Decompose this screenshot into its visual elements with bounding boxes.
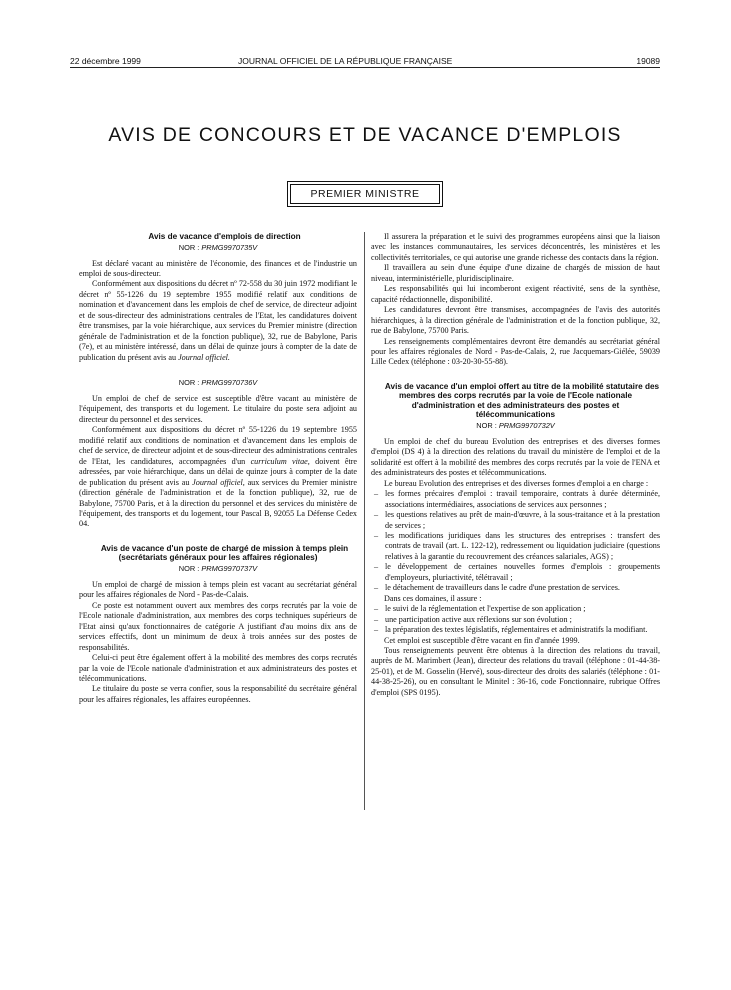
paragraph: Est déclaré vacant au ministère de l'économie, des finances et de l'industrie un emploi de sous-directeur. bbox=[79, 258, 357, 278]
paragraph: Celui-ci peut être également offert à la mobilité des membres des corps recrutés par la voie de l'Ecole nationale d'administration et aux administrateurs des postes et télécommunications. bbox=[79, 653, 357, 683]
header-journal: JOURNAL OFFICIEL DE LA RÉPUBLIQUE FRANÇAISE bbox=[238, 56, 453, 66]
paragraph: Cet emploi est susceptible d'être vacant en fin d'année 1999. bbox=[384, 635, 580, 645]
paragraph: Un emploi de chef de service est susceptible d'être vacant au ministère de l'équipement, des transports et du logement. Le titulaire du poste sera adjoint au directeur du personnel et des services. bbox=[79, 394, 357, 424]
list-item: – les questions relatives au prêt de main-d'œuvre, à la sous-traitance et à la prestation de services ; bbox=[374, 510, 660, 531]
list-item: – une participation active aux réflexions sur son évolution ; bbox=[374, 615, 660, 625]
header-rule bbox=[70, 67, 660, 68]
header-date: 22 décembre 1999 bbox=[70, 56, 141, 66]
duties-list bbox=[371, 604, 660, 635]
paragraph: Les responsabilités qui lui incomberont exigent réactivité, sens de la synthèse, capacité rédactionnelle, disponibilité. bbox=[371, 284, 660, 304]
nor-reference: NOR : PRMG9970736V bbox=[178, 378, 258, 388]
paragraph: Conformément aux dispositions du décret nº 55-1226 du 19 septembre 1955 modifié relatif aux conditions de nomination et d'avancement dans les emplois de chef de service, de directeur adjoint et de sous-directeur des administrations centrales de l'Etat, les candidatures, accompagnées d'un curriculum vitae, doivent être adressées, par voie hiérarchique, dans un délai de quinze jours à compter de la date de publication du présent avis au Journal officiel, aux services du Premier ministre (direction générale de l'administration et de la fonction publique), 32, rue de Babylone, 75700 Paris, et à la direction du personnel et des services du ministère de l'équipement, des transports et du logement, tour Pascal B, 92055 La Défense Cedex 04. bbox=[79, 425, 358, 529]
list-item: – la préparation des textes législatifs, réglementaires et administratifs la modifiant. bbox=[374, 625, 660, 635]
paragraph: Il assurera la préparation et le suivi des programmes européens ainsi que la liaison avec les instances communautaires, les services déconcentrés, les ministères et les collectivités territoriales, ce qui autorise une grande richesse des contacts dans la région. bbox=[371, 232, 660, 262]
ministry-label: PREMIER MINISTRE bbox=[290, 184, 440, 204]
nor-reference: NOR : PRMG9970732V bbox=[476, 420, 555, 430]
page-title: AVIS DE CONCOURS ET DE VACANCE D'EMPLOIS bbox=[108, 124, 622, 146]
list-item: – les formes précaires d'emploi : travail temporaire, contrats à durée déterminée, associations intermédiaires, associations de services aux personnes ; bbox=[374, 489, 660, 510]
notice-heading: Avis de vacance d'un emploi offert au titre de la mobilité statutaire des membres des corps recrutés par la voie de l'Ecole nationale d'administration et des administrateurs des postes et télécommunications bbox=[384, 381, 660, 420]
responsibilities-list bbox=[371, 489, 660, 594]
left-column bbox=[79, 232, 357, 705]
paragraph: Il travaillera au sein d'une équipe d'une dizaine de chargés de mission de haut niveau, interministérielle, pluridisciplinaire. bbox=[371, 263, 660, 283]
paragraph: Conformément aux dispositions du décret nº 72-558 du 30 juin 1972 modifiant le décret nº 55-1226 du 19 septembre 1955 modifié relatif aux conditions de nomination et d'avancement dans les emplois de chef de service, de directeur adjoint et de sous-directeur des administrations centrales de l'Etat, les candidatures doivent être transmises, par la voie hiérarchique, aux services du Premier ministre (direction générale de l'administration et de la fonction publique), 32, rue de Babylone, Paris (7e), et au ministère intéressé, dans un délai de quinze jours à compter de la date de publication du présent avis au Journal officiel. bbox=[79, 279, 357, 362]
list-item: – le détachement de travailleurs dans le cadre d'une prestation de services. bbox=[374, 583, 660, 593]
notice-heading: Avis de vacance d'emplois de direction bbox=[148, 232, 301, 241]
notice-heading: Avis de vacance d'un poste de chargé de mission à temps plein (secrétariats généraux pour les affaires régionales) bbox=[100, 543, 349, 563]
header-page-number: 19089 bbox=[636, 56, 660, 66]
paragraph: Tous renseignements peuvent être obtenus à la direction des relations du travail, auprès de M. Marimbert (Jean), directeur des relations du travail (téléphone : 01-44-38-25-01), et de M. Gosselin (Hervé), sous-directeur des droits des salariés (téléphone : 01-44-38-25-26), ou en consultant le Minitel : 36-16, code Fonctionnaire, rubrique Offres d'emploi (SPS 0195). bbox=[371, 645, 660, 697]
ministry-box bbox=[287, 181, 443, 207]
column-divider bbox=[364, 232, 365, 810]
paragraph: Les renseignements complémentaires devront être demandés au secrétariat général pour les affaires régionales de Nord - Pas-de-Calais, 2, rue Jacquemars-Giélée, 59039 Lille Cedex (téléphone : 03-20-30-55-88). bbox=[371, 336, 660, 367]
nor-reference: NOR : PRMG9970737V bbox=[178, 563, 258, 573]
paragraph: Les candidatures devront être transmises, accompagnées de l'avis des autorités hiérarchiques, à la direction générale de l'administration et de la fonction publique, 32, rue de Babylone, 75700 Paris. bbox=[371, 305, 660, 336]
paragraph: Le titulaire du poste se verra confier, sous la responsabilité du secrétaire général pour les affaires régionales, les affaires européennes. bbox=[79, 684, 357, 704]
list-item: – les modifications juridiques dans les structures des entreprises : transfert des contrats de travail (art. L. 122-12), redressement ou liquidation judiciaire (questions relatives à la garantie du recouvrement des créances salariales, AGS) ; bbox=[374, 531, 660, 562]
right-column bbox=[371, 232, 660, 698]
paragraph: Un emploi de chef du bureau Evolution des entreprises et des diverses formes d'emploi (DS 4) à la direction des relations du travail du ministère de l'emploi et de la solidarité est offert à la mobilité des membres des corps recrutés par la voie de l'ENA et des administrateurs des postes et télécommunications. bbox=[371, 436, 660, 478]
list-item: – le suivi de la réglementation et l'expertise de son application ; bbox=[374, 604, 660, 614]
paragraph: Ce poste est notamment ouvert aux membres des corps recrutés par la voie de l'Ecole nationale d'administration, aux membres des corps techniques supérieurs de l'Etat ainsi qu'aux fonctionnaires de catégorie A justifiant d'au moins dix ans de services effectifs, dont un minimum de deux à trois années sur des postes de responsabilités. bbox=[79, 600, 357, 652]
paragraph: Un emploi de chargé de mission à temps plein est vacant au secrétariat général pour les affaires régionales de Nord - Pas-de-Calais. bbox=[79, 579, 357, 600]
paragraph: Dans ces domaines, il assure : bbox=[384, 593, 482, 603]
paragraph: Le bureau Evolution des entreprises et des diverses formes d'emploi a en charge : bbox=[384, 478, 649, 488]
list-item: – le développement de certaines nouvelles formes d'emplois : groupements d'employeurs, pluriactivité, télétravail ; bbox=[374, 562, 660, 583]
nor-reference: NOR : PRMG9970735V bbox=[178, 242, 258, 252]
